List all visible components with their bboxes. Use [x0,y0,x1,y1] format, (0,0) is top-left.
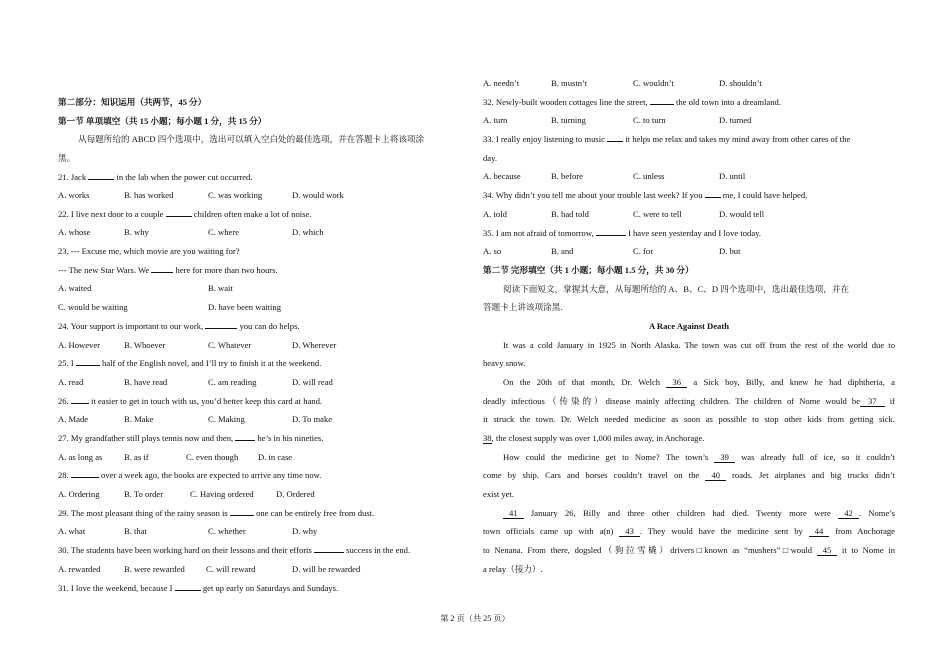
blank-42[interactable]: 42 [838,509,859,519]
option-c[interactable]: C. whether [208,526,246,536]
question-32: 32. Newly-built wooden cottages line the street, the old town into a dreamland. [483,97,781,107]
blank-44[interactable]: 44 [809,527,830,537]
passage-line: 38, the closest supply was over 1,000 miles away, in Anchorage. [483,433,705,443]
question-34: 34. Why didn’t you tell me about your trouble last week? If you me, I could have helped. [483,190,808,200]
blank-43[interactable]: 43 [619,527,640,537]
option-b[interactable]: B. turning [551,115,586,125]
option-b[interactable]: B. Make [124,414,154,424]
passage-line: 41 January 26, Billy and three other children had died. Twenty more were 42 . Nome’s [483,508,895,519]
option-c[interactable]: C. wouldn’t [633,78,674,88]
option-b[interactable]: B. have read [124,377,168,387]
option-d[interactable]: D. would work [292,190,344,200]
option-a[interactable]: A. because [483,171,521,181]
option-a[interactable]: A. turn [483,115,508,125]
question-31: 31. I love the weekend, because I get up early on Saturdays and Sundays. [58,583,339,593]
page-footer: 第 2 页（共 25 页） [440,614,510,623]
blank-39[interactable]: 39 [714,453,735,463]
option-a[interactable]: A. works [58,190,90,200]
question-35: 35. I am not afraid of tomorrow, I have seen yesterday and I love today. [483,228,762,238]
question-33: 33. I really enjoy listening to music it helps me relax and takes my mind away from other cares of the [483,134,851,144]
passage-line: deadly infectious（传染的）disease mainly affecting children. The children of Nome would be 37 if [483,396,895,406]
blank-36[interactable]: 36 [666,378,687,388]
option-b[interactable]: B. mustn’t [551,78,588,88]
instruction-line: 阅读下面短文，掌握其大意，从每题所给的 A、B、C、D 四个选项中，选出最佳选项，并在 [503,284,850,294]
passage-line: it struck the town. Dr. Welch needed medicine as soon as possible to stop other kids from getting sick. [483,414,895,424]
blank-45[interactable]: 45 [817,546,838,556]
question-29: 29. The most pleasant thing of the rainy season is one can be entirely free from dust. [58,508,375,518]
option-b[interactable]: B. were rewarded [124,564,185,574]
option-b[interactable]: B. To order [124,489,164,499]
question-26: 26. it easier to get in touch with us, you’d better keep this card at hand. [58,396,323,406]
option-a[interactable]: A. what [58,526,86,536]
blank-37[interactable]: 37 [860,397,885,407]
question-22: 22. I live next door to a couple children often make a lot of noise. [58,209,312,219]
passage-line: On the 20th of that month, Dr. Welch 36 a Sick boy, Billy, and knew he had diphtheria, a [503,377,895,387]
option-d[interactable]: D. but [719,246,741,256]
option-b[interactable]: B. Whoever [124,340,166,350]
option-b[interactable]: B. that [124,526,147,536]
option-a[interactable]: A. so [483,246,502,256]
option-d[interactable]: D. Wherever [292,340,337,350]
option-d[interactable]: D. why [292,526,318,536]
section2-title: 第二节 完形填空（共 1 小题；每小题 1.5 分，共 30 分） [483,265,694,275]
option-d[interactable]: D. shouldn’t [719,78,762,88]
option-d[interactable]: D. will be rewarded [292,564,361,574]
passage-line: How could the medicine get to Nome? The town’s 39 was already full of ice, so it couldn’t [503,452,895,462]
option-a[interactable]: A. needn’t [483,78,520,88]
option-d[interactable]: D. will read [292,377,333,387]
option-b[interactable]: B. wait [208,283,233,293]
option-a[interactable]: A. However [58,340,100,350]
option-a[interactable]: A. Made [58,414,89,424]
option-d[interactable]: D. To make [292,414,333,424]
passage-line: exist yet. [483,489,515,499]
option-a[interactable]: A. as long as [58,452,103,462]
question-28: 28. over a week ago, the books are expected to arrive any time now. [58,470,322,480]
option-c[interactable]: C. Having ordered [190,489,254,499]
option-b[interactable]: B. as if [124,452,149,462]
question-21: 21. Jack in the lab when the power cut occurred. [58,172,253,182]
instruction-line: 答题卡上讲该项涂黑. [483,302,563,312]
option-b[interactable]: B. has worked [124,190,174,200]
question-27: 27. My grandfather still plays tennis now and then, he’s in his nineties. [58,433,324,443]
option-c[interactable]: C. Making [208,414,245,424]
passage-line: It was a cold January in 1925 in North Alaska. The town was cut off from the rest of the world due to [503,340,895,350]
option-c[interactable]: C. were to tell [633,209,682,219]
option-c[interactable]: C. to turn [633,115,666,125]
option-c[interactable]: C. for [633,246,654,256]
question-23-reply: --- The new Star Wars. We here for more than two hours. [58,265,278,275]
section1-title: 第一节 单项填空（共 15 小题；每小题 1 分，共 15 分） [58,116,267,126]
question-25: 25. I half of the English novel, and I’ll try to finish it at the weekend. [58,358,322,368]
option-c[interactable]: C. even though [186,452,239,462]
option-d[interactable]: D. have been waiting [208,302,282,312]
passage-line: to Nenana. From there, dogsled（狗拉雪橇）drivers□known as “mushers”□would 45 it to Nome in [483,545,895,555]
passage-line: town officials came up with a(n) 43 . They would have the medicine sent by 44 from Anchorage [483,526,895,536]
passage-line: a relay（接力）. [483,564,543,574]
option-c[interactable]: C. was working [208,190,263,200]
option-a[interactable]: A. whose [58,227,91,237]
option-d[interactable]: D. turned [719,115,752,125]
question-30: 30. The students have been working hard on their lessons and their efforts success in the end. [58,545,411,555]
option-b[interactable]: B. before [551,171,583,181]
option-d[interactable]: D. which [292,227,324,237]
option-a[interactable]: A. read [58,377,84,387]
question-24: 24. Your support is important to our work, you can do helps. [58,321,300,331]
passage-title: A Race Against Death [649,321,729,331]
option-d[interactable]: D. in case [258,452,293,462]
instruction-line: 从每题所给的 ABCD 四个选项中，选出可以填入空白处的最佳选项，并在答题卡上将该项涂 [78,134,425,144]
option-c[interactable]: C. would be waiting [58,302,128,312]
option-a[interactable]: A. waited [58,283,92,293]
instruction-line: 黑。 [58,153,76,163]
option-b[interactable]: B. and [551,246,574,256]
part-title: 第二部分：知识运用（共两节，45 分） [58,97,207,107]
option-c[interactable]: C. am reading [208,377,257,387]
option-c[interactable]: C. Whatever [208,340,252,350]
option-a[interactable]: A. rewarded [58,564,101,574]
question-33-cont: day. [483,153,497,163]
option-a[interactable]: A. told [483,209,507,219]
option-b[interactable]: B. why [124,227,149,237]
option-c[interactable]: C. unless [633,171,665,181]
blank-41[interactable]: 41 [503,509,524,519]
option-d[interactable]: D. until [719,171,746,181]
option-a[interactable]: A. Ordering [58,489,100,499]
option-b[interactable]: B. had told [551,209,589,219]
blank-38[interactable]: 38 [483,433,492,443]
passage-line: come by ship. Cars and horses couldn’t travel on the 40 roads. Jet airplanes and big trucks didn’t [483,470,895,480]
option-d[interactable]: D. Ordered [276,489,315,499]
blank-40[interactable]: 40 [705,471,726,481]
question-23: 23. --- Excuse me, which movie are you waiting for? [58,246,240,256]
option-c[interactable]: C. will reward [206,564,256,574]
passage-line: heavy snow. [483,358,526,368]
option-d[interactable]: D. would tell [719,209,765,219]
option-c[interactable]: C. where [208,227,240,237]
